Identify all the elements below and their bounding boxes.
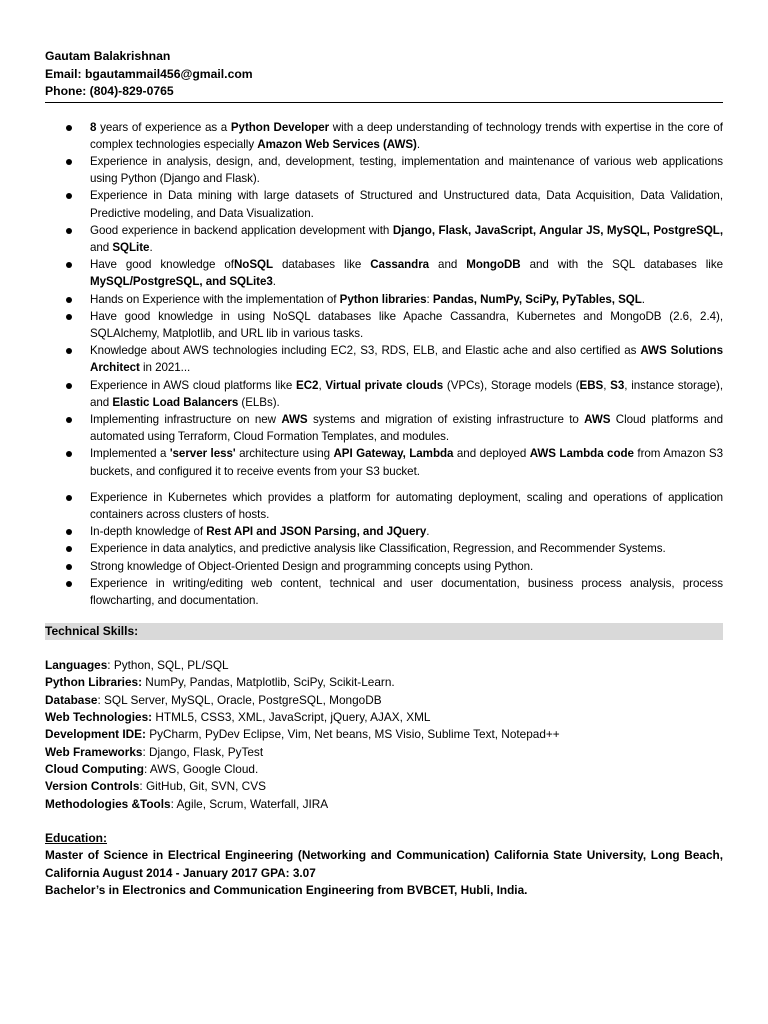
summary-bullet — [45, 540, 723, 557]
skill-category: Web Frameworks — [45, 744, 143, 759]
bullet-bold-text: EBS — [579, 378, 604, 392]
bullet-text: Hands on Experience with the implementation of — [90, 292, 340, 306]
skill-separator: : — [107, 658, 114, 673]
bullet-text: in 2021... — [139, 361, 191, 375]
bullet-bold-text: Pandas, NumPy, SciPy, PyTables, SQL — [432, 292, 642, 306]
bullet-dot-icon — [66, 564, 72, 570]
skill-line — [45, 761, 723, 778]
bullet-text: . — [641, 292, 645, 306]
bullet-text: . — [272, 275, 276, 289]
email-line: Email: bgautammail456@gmail.com — [45, 66, 253, 81]
summary-bullet — [45, 411, 723, 445]
skill-separator: : — [143, 761, 150, 776]
bullet-dot-icon — [66, 383, 72, 389]
bullet-dot-icon — [66, 451, 72, 457]
bullet-text: and with the SQL databases like — [520, 258, 723, 272]
bullet-dot-icon — [66, 314, 72, 320]
skill-values: Agile, Scrum, Waterfall, JIRA — [176, 796, 329, 811]
skill-line — [45, 726, 723, 743]
skill-category: Languages — [45, 658, 108, 673]
bullet-bold-text: 'server less' — [169, 447, 236, 461]
phone-line: Phone: (804)-829-0765 — [45, 84, 174, 98]
education-entry: Master of Science in Electrical Engineering (Networking and Communication) California State University, Long Beach, California August 2014 - January 2017 GPA: 3.07 — [45, 848, 723, 880]
bullet-bold-text: AWS Lambda code — [529, 447, 634, 461]
bullet-text: Strong knowledge of Object-Oriented Design and programming concepts using Python. — [90, 559, 534, 573]
summary-bullet — [45, 256, 723, 290]
skill-separator: : — [97, 692, 105, 707]
bullet-dot-icon — [66, 228, 72, 234]
bullet-text: , — [603, 378, 611, 392]
bullet-bold-text: 8 — [90, 120, 97, 134]
bullet-bold-text: Elastic Load Balancers — [112, 395, 239, 409]
skill-category: Web Technologies: — [45, 710, 153, 725]
bullet-text: and deployed — [453, 447, 530, 461]
bullet-dot-icon — [66, 529, 72, 535]
summary-bullet — [45, 489, 723, 523]
bullet-text: Implementing infrastructure on new — [90, 412, 282, 426]
bullet-text: Cloud platforms and automated using Terraform, Cloud Formation Templates, and modules. — [90, 412, 723, 444]
bullet-text: Implemented a — [90, 447, 170, 461]
skill-values: NumPy, Pandas, Matplotlib, SciPy, Scikit-Learn. — [145, 675, 395, 690]
bullet-text: and — [90, 240, 113, 254]
bullet-bold-text: Amazon Web Services (AWS) — [257, 137, 417, 151]
bullet-text: Good experience in backend application development with — [90, 223, 393, 237]
skill-separator: : — [170, 796, 177, 811]
skill-values: GitHub, Git, SVN, CVS — [145, 779, 266, 794]
bullet-text: , — [318, 378, 326, 392]
bullet-text: Experience in Data mining with large datasets of Structured and Unstructured data, Data Acquisition, Data Validation, Predictive modeling, and Data Visualization. — [90, 189, 723, 220]
bullet-text: , instance storage), and — [90, 378, 724, 409]
bullet-text: Experience in data analytics, and predictive analysis like Classification, Regression, and Recommender Systems. — [90, 542, 666, 556]
bullet-dot-icon — [66, 193, 72, 199]
bullet-dot-icon — [66, 546, 72, 552]
skill-values: HTML5, CSS3, XML, JavaScript, jQuery, AJAX, XML — [155, 710, 431, 725]
bullet-text: years of experience as a — [96, 120, 231, 134]
skill-line — [45, 744, 723, 761]
bullet-text: Experience in writing/editing web content, technical and user documentation, business process analysis, process flowcharting, and documentation. — [90, 576, 723, 607]
skill-separator: : — [139, 779, 146, 794]
bullet-bold-text: AWS — [584, 412, 611, 426]
summary-bullet — [45, 153, 723, 187]
skill-values: PyCharm, PyDev Eclipse, Vim, Net beans, MS Visio, Sublime Text, Notepad++ — [149, 727, 560, 742]
skill-category: Cloud Computing — [45, 761, 144, 776]
skill-category: Version Controls — [45, 779, 140, 794]
bullet-bold-text: EC2 — [296, 378, 319, 392]
bullet-bold-text: MongoDB — [466, 258, 521, 272]
bullet-dot-icon — [66, 125, 72, 131]
skill-line — [45, 692, 723, 709]
skill-values: Python, SQL, PL/SQL — [113, 658, 229, 673]
education-list — [45, 847, 723, 899]
bullet-text: and — [429, 258, 467, 272]
bullet-dot-icon — [66, 348, 72, 354]
summary-bullet — [45, 291, 723, 308]
bullet-bold-text: MySQL/PostgreSQL, and SQLite3 — [90, 275, 273, 289]
bullet-text: with a deep understanding of technology trends with expertise in the core of complex technologies especially — [90, 120, 723, 151]
bullet-text: databases like — [273, 258, 371, 272]
skill-values: SQL Server, MySQL, Oracle, PostgreSQL, MongoDB — [104, 692, 382, 707]
bullet-text: Experience in AWS cloud platforms like — [90, 378, 297, 392]
skill-category: Database — [45, 692, 98, 707]
bullet-dot-icon — [66, 581, 72, 587]
summary-bullet — [45, 523, 723, 540]
bullet-bold-text: Python libraries — [339, 292, 427, 306]
summary-bullet — [45, 377, 723, 411]
skill-line — [45, 709, 723, 726]
bullet-bold-text: AWS — [281, 412, 308, 426]
skill-category: Methodologies &Tools — [45, 796, 171, 811]
candidate-name: Gautam Balakrishnan — [45, 49, 171, 63]
summary-bullet — [45, 558, 723, 575]
bullet-text: . — [416, 137, 421, 151]
summary-bullet — [45, 445, 723, 479]
bullet-bold-text: S3 — [610, 378, 625, 392]
bullet-text: systems and migration of existing infrastructure to — [307, 412, 585, 426]
bullet-dot-icon — [66, 417, 72, 423]
bullet-bold-text: Rest API and JSON Parsing, and JQuery — [206, 525, 427, 539]
bullet-bold-text: NoSQL — [233, 258, 274, 272]
summary-bullet — [45, 222, 723, 256]
summary-bullet — [45, 342, 723, 376]
bullet-text: In-depth knowledge of — [90, 525, 207, 539]
bullet-text: Knowledge about AWS technologies including EC2, S3, RDS, ELB, and Elastic ache and also certified as — [90, 344, 641, 358]
bullet-text: (VPCs), Storage models ( — [443, 378, 580, 392]
education-entry: Bachelor’s in Electronics and Communication Engineering from BVBCET, Hubli, India. — [45, 882, 528, 897]
skill-category: Development IDE: — [45, 727, 146, 742]
skill-line — [45, 657, 723, 674]
bullet-bold-text: Python Developer — [230, 120, 330, 134]
summary-bullet — [45, 187, 723, 221]
skill-line — [45, 796, 723, 813]
bullet-text: Experience in Kubernetes which provides a platform for automating deployment, scaling and operations of application containers across clusters of hosts. — [90, 490, 723, 521]
education-heading: Education: — [45, 830, 107, 845]
skill-values: AWS, Google Cloud. — [149, 761, 259, 776]
bullet-dot-icon — [66, 495, 72, 501]
bullet-text: : — [426, 292, 433, 306]
bullet-bold-text: AWS Solutions Architect — [90, 344, 723, 375]
bullet-bold-text: Virtual private clouds — [325, 378, 444, 392]
skill-separator: : — [142, 744, 150, 759]
header-divider — [45, 102, 723, 103]
summary-bullet — [45, 308, 723, 342]
bullet-text: from Amazon S3 buckets, and configured it to receive events from your S3 bucket. — [90, 447, 724, 478]
bullet-dot-icon — [66, 159, 72, 165]
bullet-text: Experience in analysis, design, and, development, testing, implementation and maintenance of various web applications using Python (Django and Flask). — [90, 154, 723, 186]
summary-list — [45, 119, 723, 610]
skill-category: Python Libraries: — [45, 675, 143, 690]
skill-line — [45, 674, 723, 691]
bullet-dot-icon — [66, 262, 72, 268]
bullet-bold-text: API Gateway, Lambda — [333, 447, 454, 461]
resume-page — [45, 48, 723, 899]
bullet-bold-text: SQLite — [112, 240, 150, 254]
bullet-bold-text: Django, Flask, JavaScript, Angular JS, MySQL, PostgreSQL, — [392, 223, 724, 237]
bullet-text: (ELBs). — [238, 395, 280, 409]
bullet-text: . — [149, 240, 153, 254]
skill-values: Django, Flask, PyTest — [149, 744, 264, 759]
bullet-dot-icon — [66, 297, 72, 303]
bullet-text: Have good knowledge of — [90, 258, 234, 272]
summary-bullet — [45, 119, 723, 153]
bullet-bold-text: Cassandra — [370, 258, 430, 272]
summary-bullet — [45, 575, 723, 609]
bullet-text: . — [426, 525, 430, 539]
skill-line — [45, 778, 723, 795]
skills-list — [45, 657, 723, 813]
bullet-text: architecture using — [235, 447, 334, 461]
bullet-text: Have good knowledge in using NoSQL databases like Apache Cassandra, Kubernetes and MongoDB (2.6, 2.4), SQLAlchemy, Matplotlib, and URL lib in various tasks. — [90, 309, 723, 340]
technical-skills-heading: Technical Skills: — [45, 623, 723, 640]
